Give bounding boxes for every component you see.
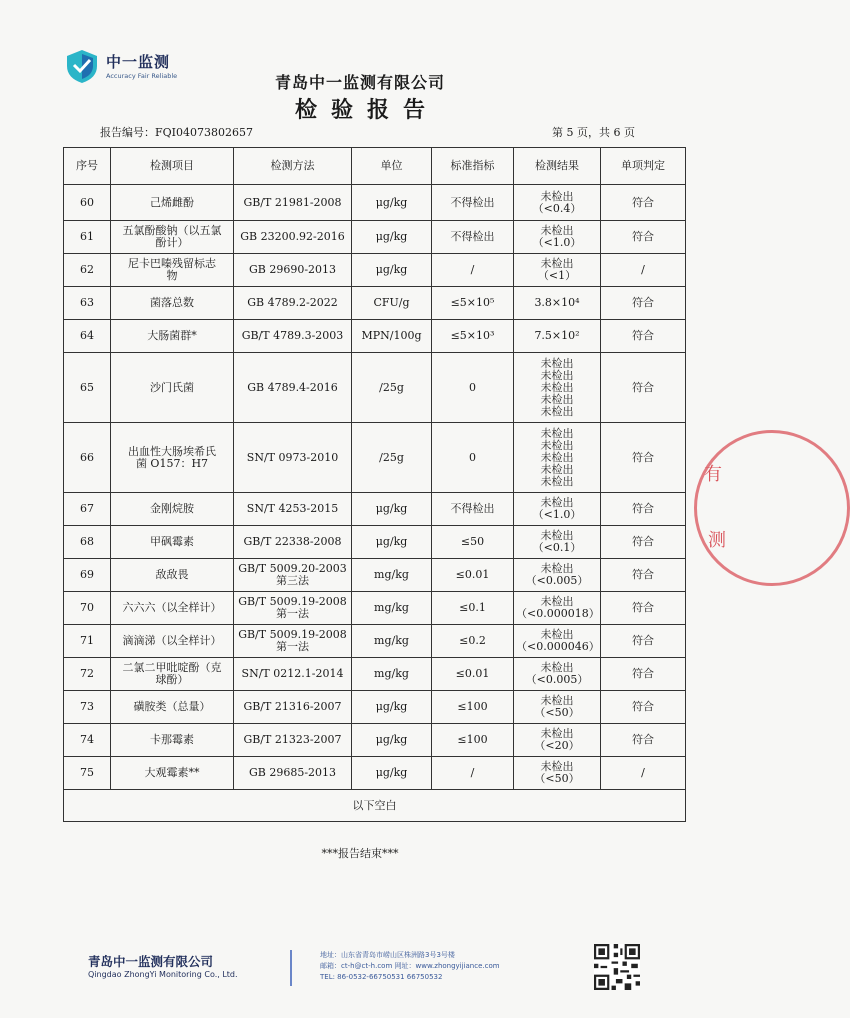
cell-item: 出血性大肠埃希氏 菌 O157：H7 <box>111 423 234 493</box>
cell-verdict: 符合 <box>601 287 686 320</box>
cell-standard: ≤5×10⁵ <box>432 287 514 320</box>
cell-standard: 不得检出 <box>432 493 514 526</box>
cell-item: 敌敌畏 <box>111 559 234 592</box>
cell-no: 60 <box>64 185 111 221</box>
cell-result: 未检出 未检出 未检出 未检出 未检出 <box>514 353 601 423</box>
cell-unit: mg/kg <box>352 625 432 658</box>
cell-no: 68 <box>64 526 111 559</box>
cell-method: GB 4789.2-2022 <box>234 287 352 320</box>
cell-no: 64 <box>64 320 111 353</box>
col-header-unit: 单位 <box>352 148 432 185</box>
logo-tagline: Accuracy Fair Reliable <box>106 72 178 80</box>
cell-standard: ≤0.2 <box>432 625 514 658</box>
cell-unit: μg/kg <box>352 185 432 221</box>
cell-result: 3.8×10⁴ <box>514 287 601 320</box>
table-row <box>64 592 686 625</box>
cell-no: 73 <box>64 691 111 724</box>
table-row <box>64 691 686 724</box>
cell-verdict: 符合 <box>601 658 686 691</box>
cell-result: 未检出 （<1.0） <box>514 221 601 254</box>
cell-item: 尼卡巴嗪残留标志 物 <box>111 254 234 287</box>
cell-item: 甲砜霉素 <box>111 526 234 559</box>
cell-no: 75 <box>64 757 111 790</box>
footer-company-en: Qingdao ZhongYi Monitoring Co., Ltd. <box>88 970 238 979</box>
table-row <box>64 724 686 757</box>
table-row <box>64 353 686 423</box>
footer-contact <box>320 950 500 983</box>
cell-verdict: 符合 <box>601 526 686 559</box>
results-table <box>63 147 686 822</box>
cell-verdict: 符合 <box>601 320 686 353</box>
table-row <box>64 320 686 353</box>
cell-no: 72 <box>64 658 111 691</box>
cell-method: SN/T 4253-2015 <box>234 493 352 526</box>
cell-standard: ≤50 <box>432 526 514 559</box>
footer-company-cn: 青岛中一监测有限公司 <box>88 954 214 969</box>
cell-standard: ≤0.01 <box>432 559 514 592</box>
col-header-method: 检测方法 <box>234 148 352 185</box>
cell-method: SN/T 0212.1-2014 <box>234 658 352 691</box>
cell-standard: ≤5×10³ <box>432 320 514 353</box>
table-row <box>64 254 686 287</box>
cell-item: 沙门氏菌 <box>111 353 234 423</box>
table-row <box>64 185 686 221</box>
cell-unit: mg/kg <box>352 658 432 691</box>
cell-unit: μg/kg <box>352 757 432 790</box>
cell-unit: CFU/g <box>352 287 432 320</box>
table-body <box>64 185 686 822</box>
red-seal-stamp: 有 测 <box>690 430 770 600</box>
qr-code-icon <box>594 944 640 990</box>
footer-address: 地址：山东省青岛市崂山区株洲路3号3号楼 <box>320 951 455 959</box>
col-header-item: 检测项目 <box>111 148 234 185</box>
table-header-row <box>64 148 686 185</box>
blank-row <box>64 790 686 822</box>
cell-unit: μg/kg <box>352 691 432 724</box>
cell-no: 71 <box>64 625 111 658</box>
logo-name: 中一监测 <box>106 53 171 71</box>
cell-unit: /25g <box>352 353 432 423</box>
table-row <box>64 658 686 691</box>
table-row <box>64 757 686 790</box>
cell-no: 70 <box>64 592 111 625</box>
cell-unit: μg/kg <box>352 493 432 526</box>
cell-no: 66 <box>64 423 111 493</box>
cell-item: 金刚烷胺 <box>111 493 234 526</box>
cell-unit: MPN/100g <box>352 320 432 353</box>
cell-result: 未检出 （<50） <box>514 691 601 724</box>
cell-method: GB 4789.4-2016 <box>234 353 352 423</box>
cell-result: 未检出 （<0.000046） <box>514 625 601 658</box>
cell-no: 65 <box>64 353 111 423</box>
cell-no: 62 <box>64 254 111 287</box>
report-end-note: ***报告结束*** <box>321 847 399 860</box>
cell-standard: 不得检出 <box>432 185 514 221</box>
cell-method: GB/T 5009.19-2008 第一法 <box>234 592 352 625</box>
cell-verdict: 符合 <box>601 185 686 221</box>
table-row <box>64 526 686 559</box>
blank-note: 以下空白 <box>64 790 686 822</box>
cell-item: 二氯二甲吡啶酚（克 球酚） <box>111 658 234 691</box>
cell-unit: μg/kg <box>352 724 432 757</box>
cell-no: 74 <box>64 724 111 757</box>
cell-no: 61 <box>64 221 111 254</box>
cell-item: 卡那霉素 <box>111 724 234 757</box>
col-header-standard: 标准指标 <box>432 148 514 185</box>
cell-result: 未检出 （<0.4） <box>514 185 601 221</box>
footer-email-web: 邮箱：ct-h@ct-h.com 网址：www.zhongyijiance.com <box>320 962 500 970</box>
cell-standard: ≤0.01 <box>432 658 514 691</box>
page-number: 第 5 页，共 6 页 <box>552 126 635 139</box>
cell-item: 五氯酚酸钠（以五氯 酚计） <box>111 221 234 254</box>
cell-method: GB/T 21316-2007 <box>234 691 352 724</box>
cell-unit: mg/kg <box>352 592 432 625</box>
cell-item: 己烯雌酚 <box>111 185 234 221</box>
cell-standard: 0 <box>432 353 514 423</box>
table-row <box>64 221 686 254</box>
cell-standard: 不得检出 <box>432 221 514 254</box>
table-row <box>64 423 686 493</box>
cell-item: 六六六（以全样计） <box>111 592 234 625</box>
table-row <box>64 493 686 526</box>
cell-result: 未检出 （<1） <box>514 254 601 287</box>
cell-verdict: 符合 <box>601 625 686 658</box>
cell-method: GB/T 5009.20-2003 第三法 <box>234 559 352 592</box>
cell-result: 未检出 未检出 未检出 未检出 未检出 <box>514 423 601 493</box>
cell-verdict: 符合 <box>601 691 686 724</box>
cell-verdict: 符合 <box>601 592 686 625</box>
cell-method: GB/T 21323-2007 <box>234 724 352 757</box>
cell-standard: 0 <box>432 423 514 493</box>
company-name: 青岛中一监测有限公司 <box>274 73 445 92</box>
cell-method: GB/T 22338-2008 <box>234 526 352 559</box>
col-header-result: 检测结果 <box>514 148 601 185</box>
cell-no: 63 <box>64 287 111 320</box>
cell-verdict: 符合 <box>601 724 686 757</box>
cell-method: GB 23200.92-2016 <box>234 221 352 254</box>
cell-unit: mg/kg <box>352 559 432 592</box>
cell-standard: ≤0.1 <box>432 592 514 625</box>
cell-verdict: 符合 <box>601 493 686 526</box>
cell-verdict: 符合 <box>601 221 686 254</box>
cell-item: 大观霉素** <box>111 757 234 790</box>
cell-unit: /25g <box>352 423 432 493</box>
cell-verdict: / <box>601 757 686 790</box>
cell-no: 69 <box>64 559 111 592</box>
cell-unit: μg/kg <box>352 254 432 287</box>
cell-method: GB/T 21981-2008 <box>234 185 352 221</box>
cell-method: SN/T 0973-2010 <box>234 423 352 493</box>
cell-result: 未检出 （<0.1） <box>514 526 601 559</box>
cell-standard: / <box>432 757 514 790</box>
report-title: 检验报告 <box>294 98 439 123</box>
table-row <box>64 625 686 658</box>
cell-verdict: 符合 <box>601 559 686 592</box>
cell-result: 7.5×10² <box>514 320 601 353</box>
cell-standard: ≤100 <box>432 724 514 757</box>
report-number: 报告编号：FQI04073802657 <box>100 126 253 139</box>
cell-unit: μg/kg <box>352 221 432 254</box>
cell-result: 未检出 （<20） <box>514 724 601 757</box>
cell-item: 菌落总数 <box>111 287 234 320</box>
cell-result: 未检出 （<1.0） <box>514 493 601 526</box>
table-row <box>64 287 686 320</box>
cell-no: 67 <box>64 493 111 526</box>
cell-method: GB/T 5009.19-2008 第一法 <box>234 625 352 658</box>
cell-result: 未检出 （<50） <box>514 757 601 790</box>
cell-result: 未检出 （<0.000018） <box>514 592 601 625</box>
cell-method: GB 29690-2013 <box>234 254 352 287</box>
footer-tel: TEL: 86-0532-66750531 66750532 <box>320 973 443 981</box>
cell-standard: / <box>432 254 514 287</box>
cell-verdict: 符合 <box>601 353 686 423</box>
cell-item: 滴滴涕（以全样计） <box>111 625 234 658</box>
col-header-verdict: 单项判定 <box>601 148 686 185</box>
footer-divider <box>290 950 292 986</box>
cell-method: GB 29685-2013 <box>234 757 352 790</box>
cell-result: 未检出 （<0.005） <box>514 658 601 691</box>
col-header-no: 序号 <box>64 148 111 185</box>
table-row <box>64 559 686 592</box>
cell-standard: ≤100 <box>432 691 514 724</box>
cell-item: 大肠菌群* <box>111 320 234 353</box>
cell-unit: μg/kg <box>352 526 432 559</box>
cell-item: 磺胺类（总量） <box>111 691 234 724</box>
cell-verdict: / <box>601 254 686 287</box>
cell-verdict: 符合 <box>601 423 686 493</box>
cell-result: 未检出 （<0.005） <box>514 559 601 592</box>
cell-method: GB/T 4789.3-2003 <box>234 320 352 353</box>
